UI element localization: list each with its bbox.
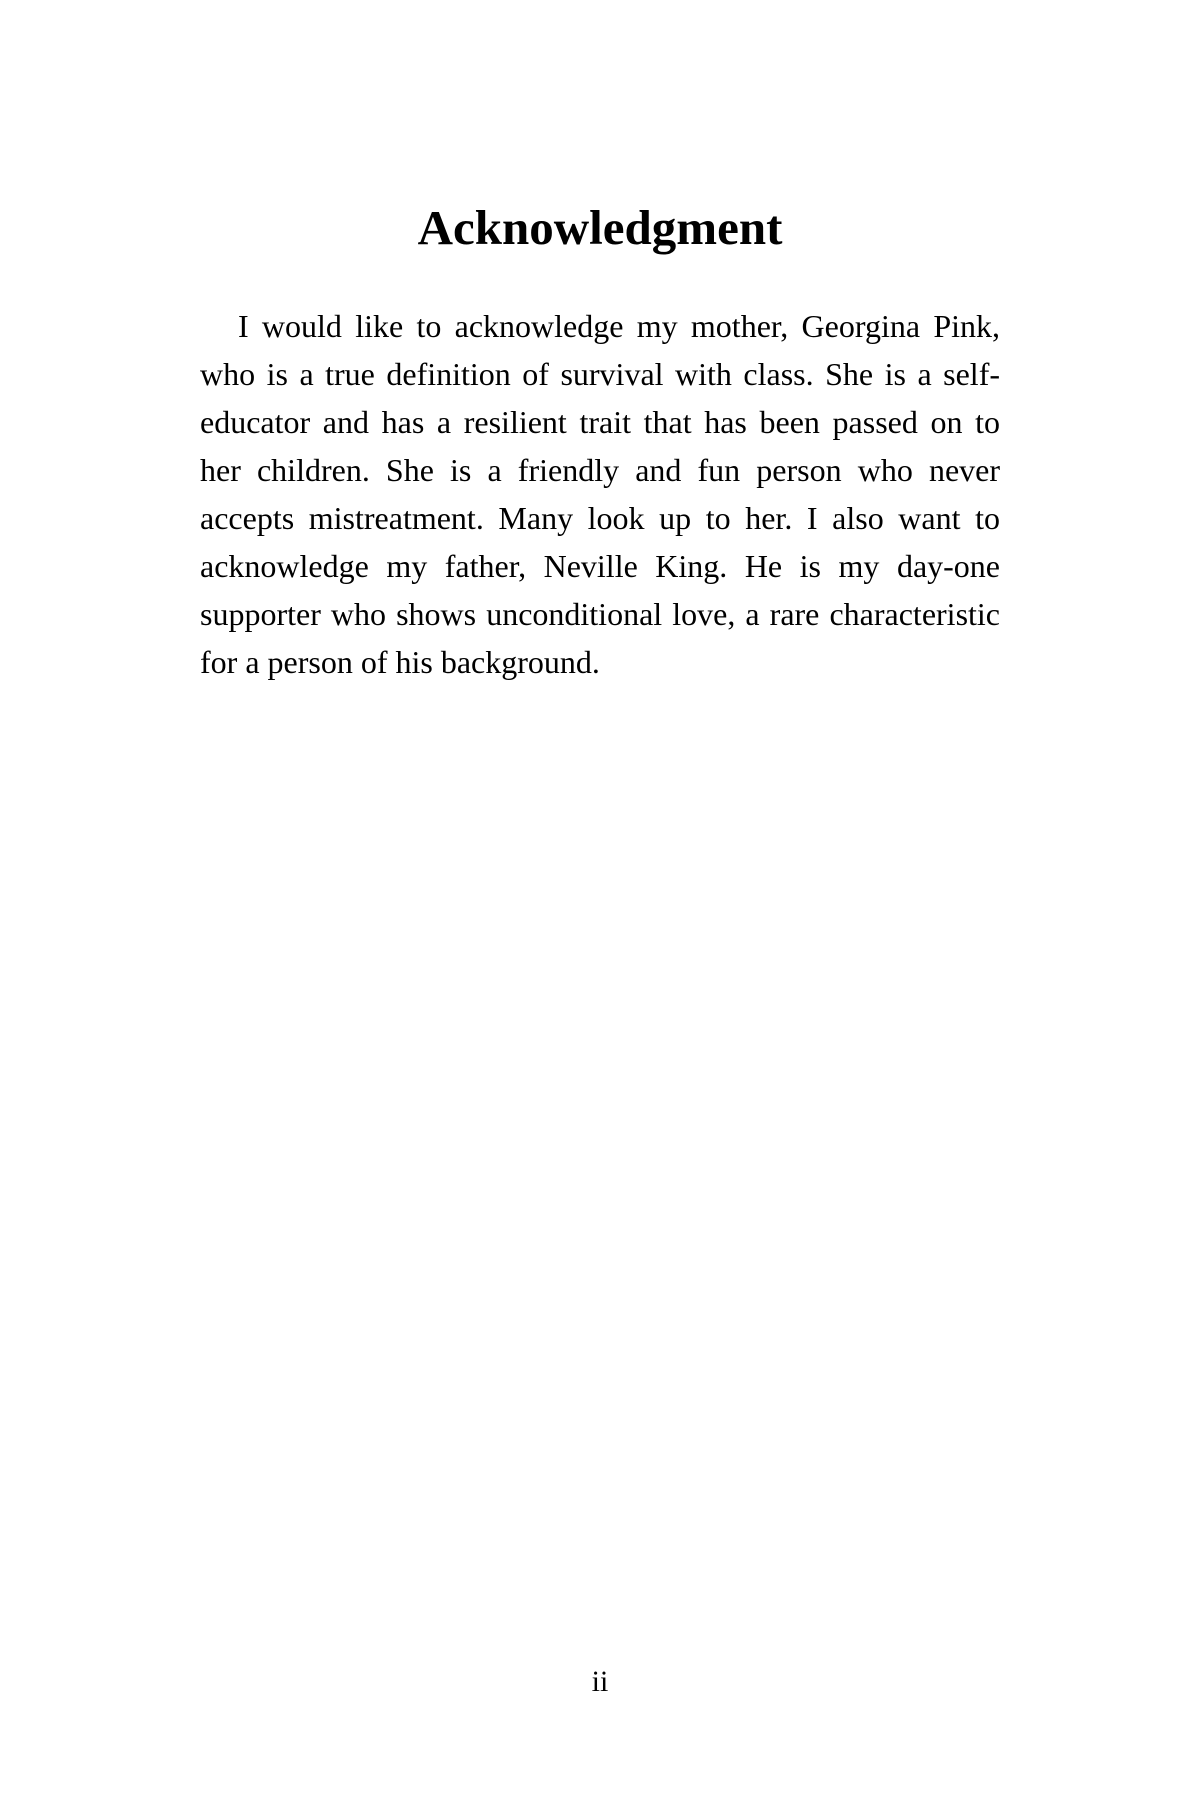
paragraph-line: for a person of his background. xyxy=(200,644,600,680)
paragraph-line: supporter who shows unconditional love, a rare characteristic xyxy=(200,596,1000,632)
page-title: Acknowledgment xyxy=(417,200,783,255)
acknowledgment-paragraph xyxy=(200,302,1000,686)
paragraph-line: accepts mistreatment. Many look up to her. I also want to xyxy=(200,500,1000,536)
paragraph-line: I would like to acknowledge my mother, Georgina Pink, xyxy=(238,308,1000,344)
paragraph-line: educator and has a resilient trait that has been passed on to xyxy=(200,404,1000,440)
paragraph-line: acknowledge my father, Neville King. He is my day-one xyxy=(200,548,1000,584)
paragraph-line: her children. She is a friendly and fun person who never xyxy=(200,452,1000,488)
page-number: ii xyxy=(591,1665,609,1698)
paragraph-line: who is a true definition of survival with class. She is a self- xyxy=(200,356,1000,392)
